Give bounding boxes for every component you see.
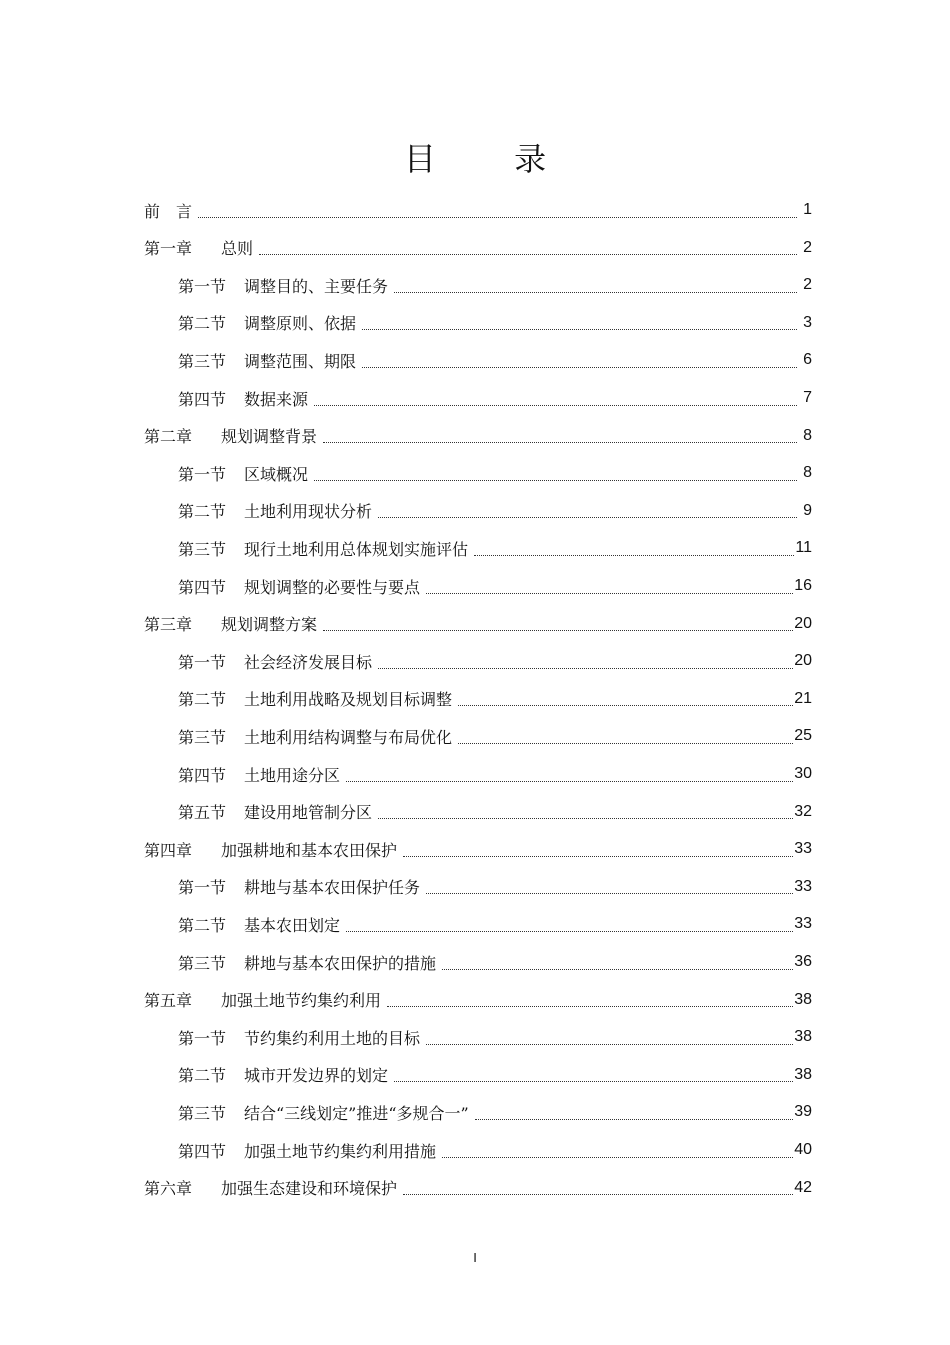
toc-page-number: 38 xyxy=(794,1065,812,1083)
toc-entry-label: 第六章 xyxy=(144,1179,193,1199)
toc-entry-label: 第二章 xyxy=(144,427,193,447)
toc-entry-label: 第一节 xyxy=(178,464,227,484)
toc-page-number: 38 xyxy=(794,1028,812,1046)
dot-leader xyxy=(378,812,793,819)
dot-leader xyxy=(346,925,793,932)
toc-entry-title: 基本农田划定 xyxy=(244,915,341,935)
toc-entry-label: 第三节 xyxy=(178,351,227,371)
toc-page-number: 20 xyxy=(794,652,812,670)
toc-page-number: 30 xyxy=(794,765,812,782)
toc-entry-label: 第三节 xyxy=(178,727,227,747)
page-title: 目 录 xyxy=(403,140,581,178)
dot-leader xyxy=(362,361,797,368)
dot-leader xyxy=(198,211,797,218)
toc-entry-title: 耕地与基本农田保护的措施 xyxy=(244,953,437,973)
toc-page-number: 20 xyxy=(794,614,812,632)
toc-page-number: 21 xyxy=(794,689,812,707)
toc-entry-title: 土地利用战略及规划目标调整 xyxy=(244,690,453,710)
toc-section-entry[interactable] xyxy=(178,1057,812,1093)
toc-entry-label: 第一节 xyxy=(178,652,227,672)
toc-entry-title: 规划调整的必要性与要点 xyxy=(244,577,421,597)
toc-chapter-entry[interactable] xyxy=(144,982,812,1018)
toc-entry-label: 第二节 xyxy=(178,690,227,710)
dot-leader xyxy=(442,963,793,970)
toc-entry-title: 土地用途分区 xyxy=(244,765,341,785)
toc-page-number: 2 xyxy=(803,238,812,256)
toc-section-entry[interactable] xyxy=(178,794,812,830)
dot-leader xyxy=(394,286,797,293)
dot-leader xyxy=(314,474,797,481)
toc-entry-title: 加强生态建设和环境保护 xyxy=(221,1179,398,1199)
toc-page-number: 7 xyxy=(803,389,812,406)
dot-leader xyxy=(378,662,793,669)
dot-leader xyxy=(387,1000,793,1007)
dot-leader xyxy=(426,887,793,894)
toc-entry-title: 规划调整背景 xyxy=(221,427,318,447)
toc-entry-label: 第三节 xyxy=(178,953,227,973)
toc-entry-title: 城市开发边界的划定 xyxy=(244,1066,389,1086)
toc-section-entry[interactable] xyxy=(178,1132,812,1168)
dot-leader xyxy=(458,699,793,706)
dot-leader xyxy=(378,511,797,518)
dot-leader xyxy=(474,549,794,556)
toc-entry-label: 第一节 xyxy=(178,276,227,296)
toc-entry-title: 建设用地管制分区 xyxy=(244,803,373,823)
toc-entry-title: 规划调整方案 xyxy=(221,615,318,635)
toc-section-entry[interactable] xyxy=(178,342,812,378)
toc-entry-label: 第四节 xyxy=(178,765,227,785)
toc-chapter-entry[interactable] xyxy=(144,230,812,266)
toc-entry-label: 第二节 xyxy=(178,1066,227,1086)
toc-entry-title: 区域概况 xyxy=(244,464,309,484)
toc-section-entry[interactable] xyxy=(178,643,812,679)
toc-entry-label: 第三节 xyxy=(178,539,227,559)
toc-section-entry[interactable] xyxy=(178,267,812,303)
toc-entry-title: 加强土地节约集约利用 xyxy=(221,991,382,1011)
toc-page-number: 8 xyxy=(803,464,812,482)
toc-entry-label: 第三节 xyxy=(178,1103,227,1123)
toc-section-entry[interactable] xyxy=(178,906,812,942)
toc-entry-label: 第五节 xyxy=(178,803,227,823)
dot-leader xyxy=(426,587,793,594)
footer-page-number: I xyxy=(473,1250,477,1265)
toc-entry-title: 耕地与基本农田保护任务 xyxy=(244,878,421,898)
toc-page-number: 42 xyxy=(794,1178,812,1196)
toc-chapter-entry[interactable] xyxy=(144,192,812,228)
toc-page-number: 33 xyxy=(794,915,812,933)
toc-page-number: 1 xyxy=(803,201,812,218)
toc-chapter-entry[interactable] xyxy=(144,418,812,454)
toc-page-number: 32 xyxy=(794,802,812,820)
toc-chapter-entry[interactable] xyxy=(144,1170,812,1206)
toc-entry-label: 第一章 xyxy=(144,239,193,259)
toc-page-number: 33 xyxy=(794,840,812,858)
toc-entry-label: 第五章 xyxy=(144,991,193,1011)
toc-page-number: 3 xyxy=(803,313,812,331)
toc-chapter-entry[interactable] xyxy=(144,831,812,867)
toc-page-number: 16 xyxy=(794,577,812,594)
dot-leader xyxy=(259,248,797,255)
toc-chapter-entry[interactable] xyxy=(144,606,812,642)
toc-page-number: 38 xyxy=(794,990,812,1008)
toc-section-entry[interactable] xyxy=(178,380,812,416)
toc-section-entry[interactable] xyxy=(178,1019,812,1055)
toc-entry-label: 第三章 xyxy=(144,615,193,635)
toc-page-number: 36 xyxy=(794,953,812,970)
toc-section-entry[interactable] xyxy=(178,493,812,529)
dot-leader xyxy=(442,1151,793,1158)
toc-page-number: 25 xyxy=(794,727,812,745)
toc-entry-label: 第四节 xyxy=(178,1141,227,1161)
toc-entry-label: 第二节 xyxy=(178,502,227,522)
dot-leader xyxy=(475,1113,793,1120)
toc-entry-title: 土地利用结构调整与布局优化 xyxy=(244,727,453,747)
toc-entry-label: 第二节 xyxy=(178,915,227,935)
toc-entry-label: 第一节 xyxy=(178,1028,227,1048)
dot-leader xyxy=(346,775,793,782)
toc-entry-title: 加强土地节约集约利用措施 xyxy=(244,1141,437,1161)
toc-section-entry[interactable] xyxy=(178,718,812,754)
dot-leader xyxy=(362,323,797,330)
toc-section-entry[interactable] xyxy=(178,1094,812,1130)
toc-entry-label: 第四节 xyxy=(178,577,227,597)
toc-entry-title: 现行土地利用总体规划实施评估 xyxy=(244,539,469,559)
toc-entry-title: 调整原则、依据 xyxy=(244,314,357,334)
dot-leader xyxy=(403,1188,793,1195)
toc-entry-title: 调整目的、主要任务 xyxy=(244,276,389,296)
toc-entry-label: 第二节 xyxy=(178,314,227,334)
toc-entry-title: 总则 xyxy=(221,239,254,259)
toc-entry-label: 第四节 xyxy=(178,389,227,409)
toc-entry-label: 第一节 xyxy=(178,878,227,898)
toc-page-number: 33 xyxy=(794,877,812,895)
dot-leader xyxy=(458,737,793,744)
toc-entry-title: 社会经济发展目标 xyxy=(244,652,373,672)
toc-section-entry[interactable] xyxy=(178,530,812,566)
toc-entry-title: 加强耕地和基本农田保护 xyxy=(221,840,398,860)
toc-section-entry[interactable] xyxy=(178,756,812,792)
dot-leader xyxy=(394,1075,793,1082)
toc-entry-label: 第四章 xyxy=(144,840,193,860)
dot-leader xyxy=(314,399,797,406)
dot-leader xyxy=(426,1038,793,1045)
toc-section-entry[interactable] xyxy=(178,305,812,341)
toc-page-number: 40 xyxy=(794,1141,812,1158)
toc-page-number: 39 xyxy=(794,1103,812,1121)
toc-page-number: 11 xyxy=(795,539,812,557)
toc-page-number: 2 xyxy=(803,276,812,294)
toc-section-entry[interactable] xyxy=(178,944,812,980)
toc-section-entry[interactable] xyxy=(178,455,812,491)
toc-entry-title: 数据来源 xyxy=(244,389,309,409)
toc-entry-title: 节约集约利用土地的目标 xyxy=(244,1028,421,1048)
toc-section-entry[interactable] xyxy=(178,681,812,717)
toc-page-number: 6 xyxy=(803,351,812,369)
toc-entry-label: 前 言 xyxy=(144,201,193,221)
toc-page-number: 8 xyxy=(803,426,812,444)
dot-leader xyxy=(403,850,793,857)
toc-section-entry[interactable] xyxy=(178,869,812,905)
toc-entry-title: 调整范围、期限 xyxy=(244,351,357,371)
toc-page-number: 9 xyxy=(803,501,812,519)
toc-entry-title: 结合“三线划定”推进“多规合一” xyxy=(244,1103,469,1123)
dot-leader xyxy=(323,436,797,443)
toc-entry-title: 土地利用现状分析 xyxy=(244,502,373,522)
toc-section-entry[interactable] xyxy=(178,568,812,604)
dot-leader xyxy=(323,624,793,631)
